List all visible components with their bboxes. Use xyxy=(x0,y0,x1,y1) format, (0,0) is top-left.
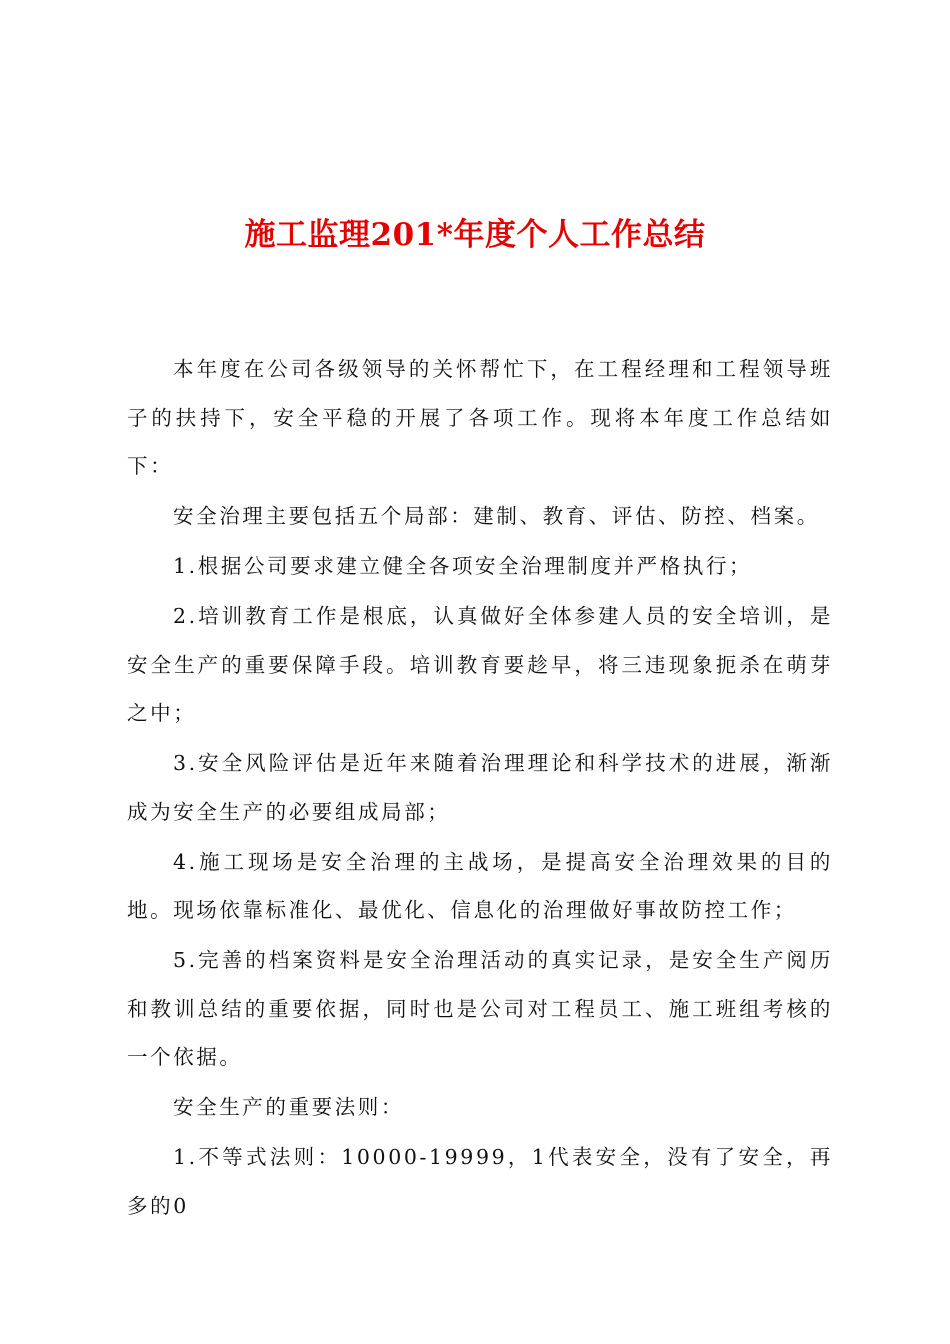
document-body xyxy=(127,345,833,1232)
paragraph-rule-1: 1.不等式法则：10000-19999，1代表安全，没有了安全，再多的0 xyxy=(127,1145,833,1218)
paragraph-item-1: 1.根据公司要求建立健全各项安全治理制度并严格执行； xyxy=(173,554,753,578)
document-title: 施工监理201*年度个人工作总结 xyxy=(244,217,706,253)
paragraph-item-3: 3.安全风险评估是近年来随着治理理论和科学技术的进展，渐渐成为安全生产的必要组成局部； xyxy=(127,751,833,824)
paragraph-intro: 本年度在公司各级领导的关怀帮忙下，在工程经理和工程领导班子的扶持下，安全平稳的开展了各项工作。现将本年度工作总结如下： xyxy=(127,357,833,478)
paragraph-item-4: 4.施工现场是安全治理的主战场，是提高安全治理效果的目的地。现场依靠标准化、最优化、信息化的治理做好事故防控工作； xyxy=(127,849,833,922)
paragraph-overview: 安全治理主要包括五个局部：建制、教育、评估、防控、档案。 xyxy=(173,504,820,528)
paragraph-rules-heading: 安全生产的重要法则： xyxy=(173,1095,404,1119)
paragraph-item-2: 2.培训教育工作是根底，认真做好全体参建人员的安全培训，是安全生产的重要保障手段。培训教育要趁早，将三违现象扼杀在萌芽之中； xyxy=(127,604,833,725)
paragraph-item-5: 5.完善的档案资料是安全治理活动的真实记录，是安全生产阅历和教训总结的重要依据，同时也是公司对工程员工、施工班组考核的一个依据。 xyxy=(127,948,833,1069)
